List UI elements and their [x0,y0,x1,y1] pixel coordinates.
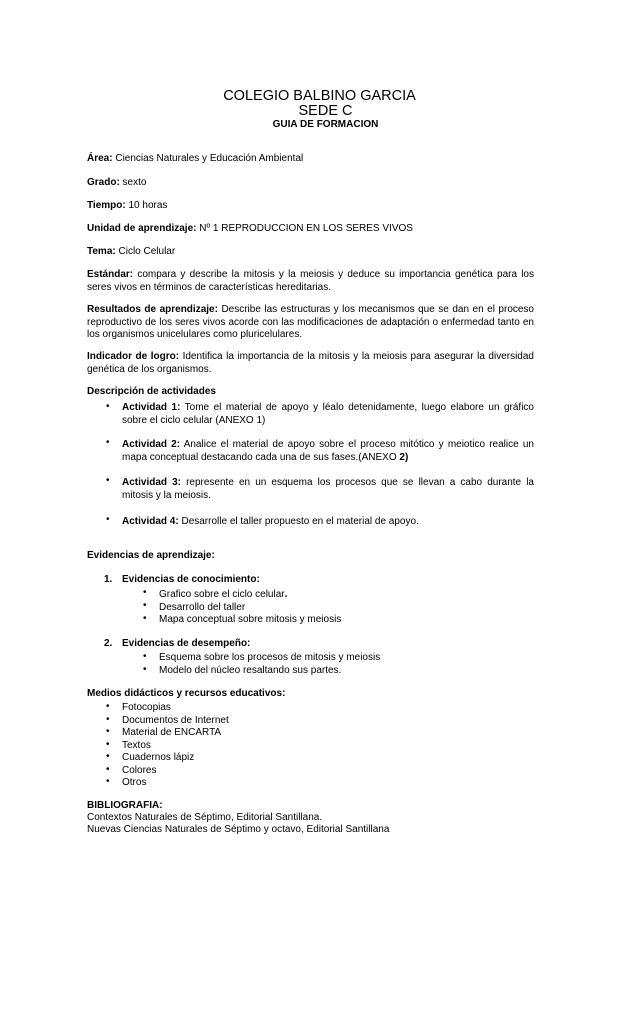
conocimiento-item-3: Mapa conceptual sobre mitosis y meiosis [159,614,342,625]
bullet-icon: • [106,726,110,737]
field-grado-label: Grado: [87,177,120,188]
evidencias-heading: Evidencias de aprendizaje: [87,550,215,561]
actividad-2 [122,439,534,464]
medios-item: Colores [122,764,157,776]
bullet-icon: • [106,713,110,725]
medios-heading: Medios didácticos y recursos educativos: [87,688,286,699]
desempeno-item-1: Esquema sobre los procesos de mitosis y meiosis [159,652,381,663]
bibliografia-item-2: Nuevas Ciencias Naturales de Séptimo y octavo, Editorial Santillana [87,824,390,835]
medios-item: Documentos de Internet [122,714,229,726]
field-tema-label: Tema: [87,246,116,257]
field-grado-value: sexto [119,177,147,188]
actividades-heading: Descripción de actividades [87,386,216,397]
bullet-icon: • [143,600,147,611]
bullet-icon: • [106,401,110,412]
actividad-3-text: represente en un esquema los procesos que se llevan a cabo durante la mitosis y la meiosis. [122,477,534,501]
bullet-icon: • [143,651,147,662]
medios-item: Material de ENCARTA [122,727,222,738]
field-indicador-label: Indicador de logro: [87,351,180,362]
bullet-icon: • [143,587,147,598]
field-area-value: Ciencias Naturales y Educación Ambiental [112,153,304,164]
actividad-2-label: Actividad 2: [122,439,181,450]
bullet-icon: • [106,437,110,448]
medios-item: Fotocopias [122,702,171,713]
field-unidad [87,223,534,236]
actividad-2-text: Analice el material de apoyo sobre el proceso mitótico y meiotico realice un mapa conceptual destacando cada una de sus fases.(ANEXO [122,439,534,463]
field-indicador-value: Identifica la importancia de la mitosis y la meiosis para asegurar la diversidad genética de los organismos. [87,351,534,375]
actividad-1 [122,402,534,427]
field-resultados-value: Describe las estructuras y los mecanismos que se dan en el proceso reproductivo de los seres vivos acorde con las modificaciones de adaptación o enfermedad tanto en los organismos unicelulares como pluricelulares. [87,304,534,340]
bullet-icon: • [143,613,147,624]
actividad-4 [122,516,534,529]
bibliografia-item-1: Contextos Naturales de Séptimo, Editorial Santillana. [87,812,323,823]
field-estandar-label: Estándar: [87,269,134,280]
conocimiento-item-1-suffix: . [284,589,288,600]
evidencias-conocimiento-number: 1. [104,574,113,585]
school-title: COLEGIO BALBINO GARCIA [223,88,416,104]
field-resultados-label: Resultados de aprendizaje: [87,304,218,315]
evidencias-desempeno-title: Evidencias de desempeño: [122,638,251,649]
field-tiempo-value: 10 horas [125,200,168,211]
actividad-3 [122,477,534,502]
field-tiempo-label: Tiempo: [87,200,126,211]
field-resultados [87,304,534,342]
bullet-icon: • [143,664,147,675]
bullet-icon: • [106,751,110,762]
actividad-3-label: Actividad 3: [122,477,181,488]
actividad-1-text: Tome el material de apoyo y léalo detenidamente, luego elabore un gráfico sobre el ciclo celular (ANEXO 1) [122,402,534,426]
field-tema [87,246,534,259]
actividad-4-label: Actividad 4: [122,516,179,527]
evidencias-desempeno-number: 2. [104,638,113,649]
actividad-1-label: Actividad 1: [122,402,181,413]
bullet-icon: • [106,738,110,750]
bullet-icon: • [106,514,110,525]
field-estandar [87,269,534,294]
field-tiempo [87,200,534,213]
conocimiento-item-1 [159,589,287,602]
conocimiento-item-1-text: Grafico sobre el ciclo celular [159,589,285,600]
bullet-icon: • [106,475,110,486]
desempeno-item-2: Modelo del núcleo resaltando sus partes. [159,665,342,676]
actividad-2-suffix: 2) [399,451,409,463]
field-grado [87,177,534,190]
field-area [87,153,534,166]
actividad-4-text: Desarrolle el taller propuesto en el material de apoyo. [178,516,419,527]
field-tema-value: Ciclo Celular [115,246,176,257]
medios-item: Cuadernos lápiz [122,752,195,763]
field-indicador [87,351,534,376]
medios-item: Otros [122,777,147,788]
evidencias-conocimiento-title: Evidencias de conocimiento: [122,574,260,585]
field-area-label: Área: [87,153,113,164]
field-estandar-value: compara y describe la mitosis y la meiosis y deduce su importancia genética para los seres vivos en términos de características hereditarias. [87,269,534,293]
bullet-icon: • [106,701,110,712]
field-unidad-value: Nº 1 REPRODUCCION EN LOS SERES VIVOS [196,223,413,234]
medios-item: Textos [122,739,151,751]
campus-title: SEDE C [298,103,353,119]
guide-title: GUIA DE FORMACION [272,119,379,130]
bibliografia-heading: BIBLIOGRAFIA: [87,800,163,811]
bullet-icon: • [106,763,110,775]
bullet-icon: • [106,776,110,787]
conocimiento-item-2: Desarrollo del taller [159,602,246,613]
field-unidad-label: Unidad de aprendizaje: [87,223,197,234]
